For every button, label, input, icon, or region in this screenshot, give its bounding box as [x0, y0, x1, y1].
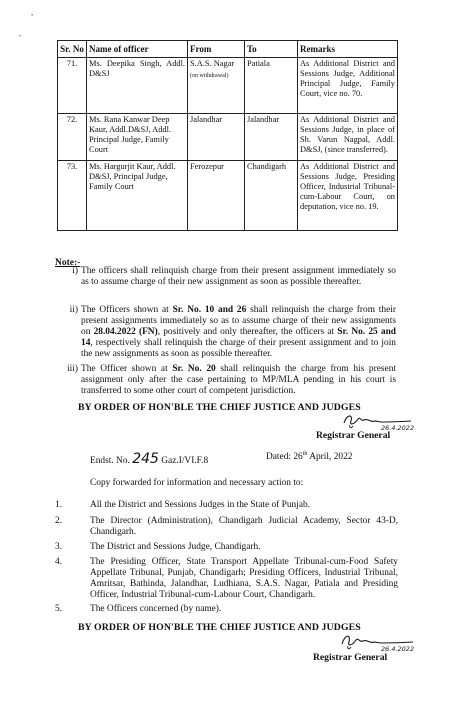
cell-sr: 73.: [58, 161, 87, 231]
note-heading: Note:-: [55, 258, 81, 268]
cell-from: [188, 58, 245, 114]
recipient-item: 2. The Director (Administration), Chandigarh Judicial Academy, Sector 43-D, Chandigarh.: [55, 516, 398, 537]
table-header-row: [58, 41, 398, 58]
cell-sr: 71.: [58, 58, 87, 114]
scan-speck: •: [31, 13, 34, 19]
registrar-title: Registrar General: [313, 652, 388, 663]
endorsement-handwritten-number: 245: [132, 451, 159, 467]
recipient-item: 4. The Presiding Officer, State Transport Appellate Tribunal-cum-Food Safety Appellate Tribunal, Punjab, Chandigarh; Presiding Officers, Industrial Tribunal, Amritsar, Bathinda, Jalandhar, Ludhiana, S.A.S. Nagar, Patiala and Presiding Officer, Industrial Tribunal-cum-Labour Court, Chandigarh.: [55, 557, 398, 600]
note-text: The Officers shown at Sr. No. 10 and 26 shall relinquish the charge from their present assignments immediately so as to assume charge of their new assignments on 28.04.2022 (FN), positively and only thereafter, the officers at Sr. No. 25 and 14, respectively shall relinquish the charge of their present assignment and to join the new assignments as soon as possible thereafter.: [81, 305, 397, 359]
header-sr-no: Sr. No: [58, 41, 87, 58]
scan-speck: •: [19, 34, 22, 40]
cell-to: Chandigarh: [245, 161, 298, 231]
table-row: [58, 161, 398, 231]
recipient-item: 3. The District and Sessions Judge, Chandigarh.: [55, 542, 261, 552]
cell-to: Jalandhar: [245, 114, 298, 161]
from-place: S.A.S. Nagar: [190, 59, 235, 69]
transfer-table: [57, 40, 398, 231]
header-from: From: [188, 41, 245, 58]
note-item: [60, 305, 396, 360]
note-item: [60, 364, 396, 397]
note-text: The Officer shown at Sr. No. 20 shall relinquish the charge from his present assignment only after the case pertaining to MP/MLA pending in his court is transferred to some other court of competent jurisdiction.: [81, 364, 396, 396]
cell-name: Ms. Rana Kanwar Deep Kaur, Addl.D&SJ, Addl. Principal Judge, Family Court: [87, 114, 188, 161]
cell-name: Ms. Deepika Singh, Addl. D&SJ: [87, 58, 188, 114]
svg-text:26.4.2022: 26.4.2022: [381, 645, 415, 653]
registrar-signature: [341, 410, 419, 432]
note-number: ii): [69, 305, 78, 315]
cell-to: Patiala: [245, 58, 298, 114]
copy-forwarded-line: Copy forwarded for information and necessary action to:: [90, 478, 304, 488]
cell-from: Ferozepur: [188, 161, 245, 231]
note-number: i): [72, 266, 78, 276]
cell-remarks: As Additional District and Sessions Judge, in place of Sh. Varun Nagpal, Addl. D&SJ, (since transferred).: [298, 114, 398, 161]
cell-name: Ms. Hargurjit Kaur, Addl. D&SJ, Principal Judge, Family Court: [87, 161, 188, 231]
note-item: [60, 266, 396, 288]
cell-remarks: As Additional District and Sessions Judge, Additional Principal Judge, Family Court, vice no. 70.: [298, 58, 398, 114]
cell-from: Jalandhar: [188, 114, 245, 161]
endorsement-number: Endst. No. 245 Gaz.I/VI.F.8: [90, 451, 209, 467]
header-to: To: [245, 41, 298, 58]
recipient-item: 5. The Officers concerned (by name).: [55, 604, 222, 614]
endorsement-date: Dated: 26th April, 2022: [266, 451, 353, 463]
registrar-title: Registrar General: [316, 430, 391, 441]
from-note: (on withdrawal): [190, 73, 229, 80]
note-text: The officers shall relinquish charge from their present assignment immediately so as to assume charge of their new assignment as soon as possible thereafter.: [81, 266, 396, 287]
order-line: BY ORDER OF HON'BLE THE CHIEF JUSTICE AND JUDGES: [78, 402, 361, 413]
order-line: BY ORDER OF HON'BLE THE CHIEF JUSTICE AND JUDGES: [78, 622, 361, 633]
table-row: [58, 114, 398, 161]
svg-text:26.4.2022: 26.4.2022: [381, 424, 415, 432]
recipient-item: 1. All the District and Sessions Judges in the State of Punjab.: [55, 500, 311, 510]
cell-remarks: As Additional District and Sessions Judge, Presiding Officer, Industrial Tribunal-cum-Labour Court, on deputation, vice no. 19.: [298, 161, 398, 231]
table-row: [58, 58, 398, 114]
header-name: Name of officer: [87, 41, 188, 58]
registrar-signature: [339, 630, 421, 654]
note-number: iii): [67, 364, 78, 374]
header-remarks: Remarks: [298, 41, 398, 58]
cell-sr: 72.: [58, 114, 87, 161]
